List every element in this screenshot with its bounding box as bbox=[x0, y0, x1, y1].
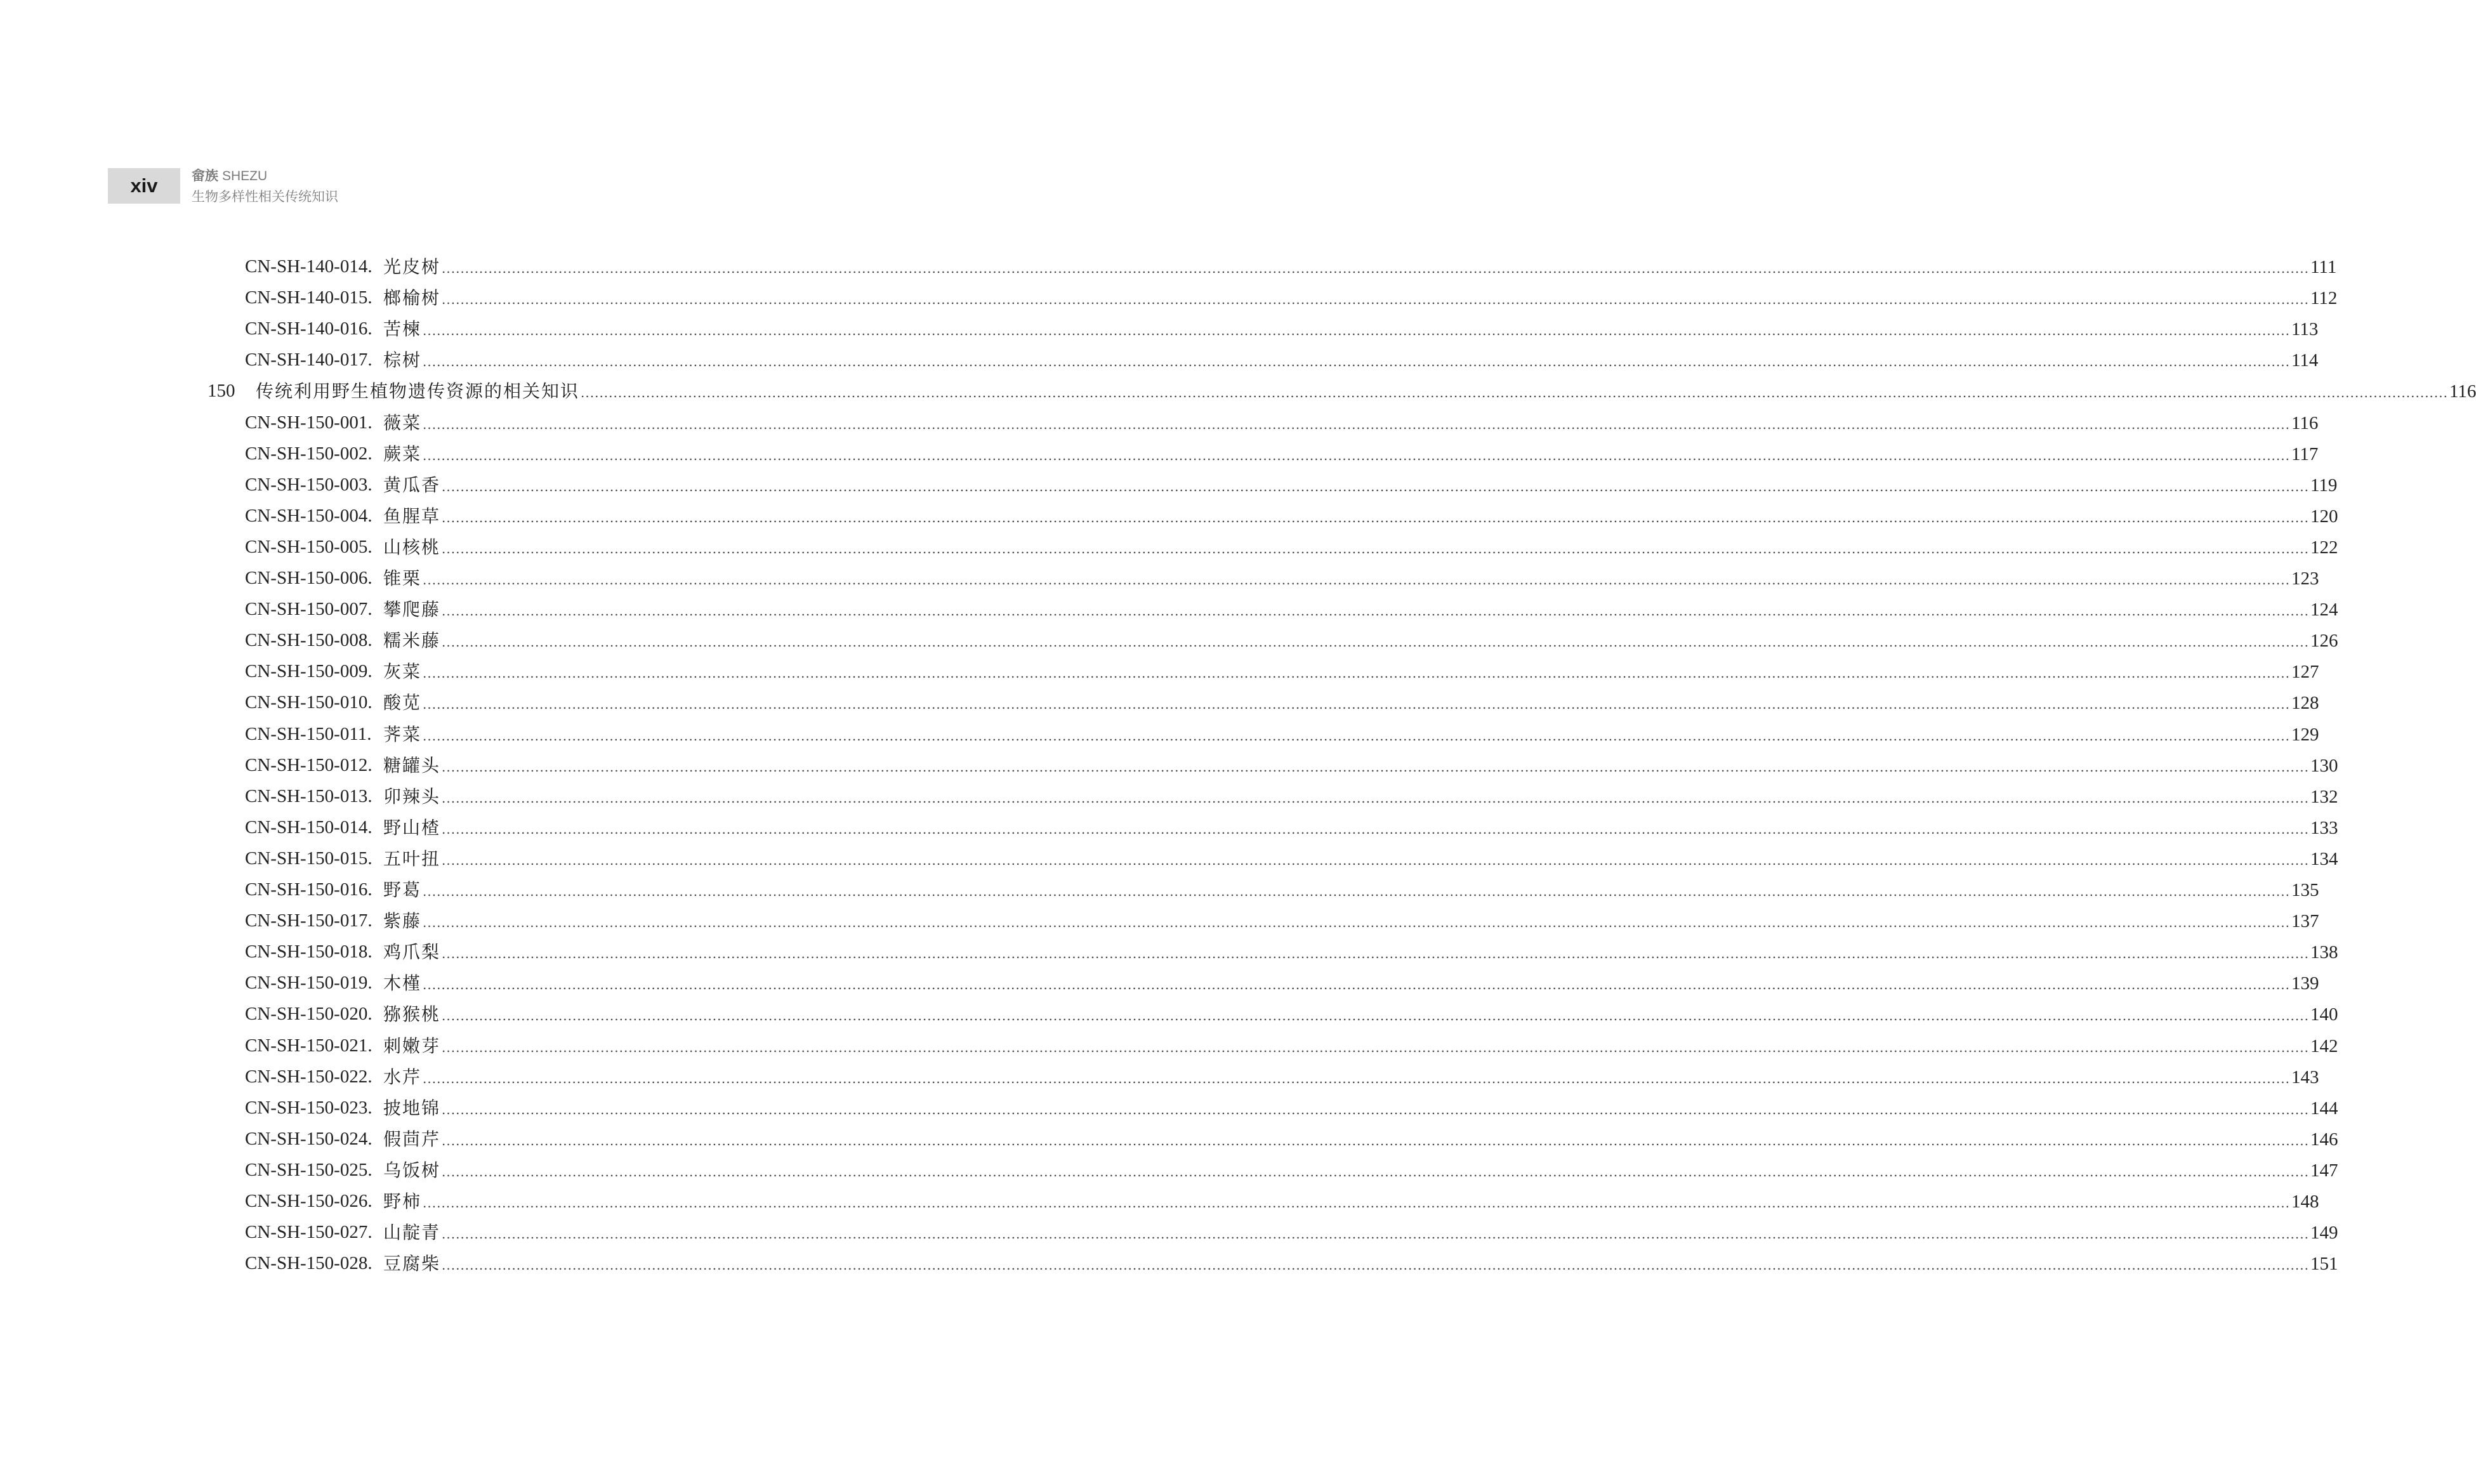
toc-row-content bbox=[383, 1124, 2338, 1157]
toc-entry-code: CN-SH-150-003. bbox=[245, 474, 372, 495]
toc-row-content bbox=[383, 407, 2319, 440]
toc-entry-row[interactable] bbox=[0, 313, 2319, 345]
toc-row-content bbox=[383, 625, 2338, 658]
toc-entry-title: 蕨菜 bbox=[383, 443, 422, 464]
toc-leader-dots: ................................................................................................................................................................................................................................................................................................................................................................................................................ bbox=[423, 572, 2290, 588]
toc-row-content bbox=[383, 874, 2319, 907]
toc-entry-title: 木槿 bbox=[383, 973, 422, 994]
toc-leader-dots: ................................................................................................................................................................................................................................................................................................................................................................................................................ bbox=[423, 1070, 2290, 1086]
toc-entry-row[interactable] bbox=[0, 843, 2338, 874]
toc-page-number: 147 bbox=[2310, 1160, 2338, 1181]
toc-entry-title: 酸苋 bbox=[383, 692, 422, 714]
toc-entry-code: CN-SH-140-014. bbox=[245, 256, 372, 277]
toc-row-content bbox=[383, 999, 2338, 1032]
toc-entry-title: 黄瓜香 bbox=[383, 474, 441, 496]
book-title bbox=[192, 166, 338, 187]
toc-page-number: 112 bbox=[2310, 288, 2338, 309]
toc-entry-row[interactable] bbox=[0, 1217, 2338, 1248]
toc-leader-dots: ................................................................................................................................................................................................................................................................................................................................................................................................................ bbox=[442, 1101, 2309, 1117]
toc-entry-row[interactable] bbox=[0, 750, 2338, 781]
toc-entry-code: CN-SH-140-017. bbox=[245, 350, 372, 371]
toc-entry-title: 荠菜 bbox=[383, 723, 422, 745]
book-title-en: SHEZU bbox=[222, 168, 268, 183]
toc-page-number: 151 bbox=[2310, 1254, 2338, 1275]
toc-entry-title: 五叶扭 bbox=[383, 848, 441, 869]
toc-page-number: 132 bbox=[2310, 786, 2338, 807]
toc-page-number: 123 bbox=[2291, 568, 2319, 589]
toc-entry-row[interactable] bbox=[0, 656, 2319, 687]
toc-entry-title: 假茴芹 bbox=[383, 1128, 441, 1150]
toc-leader-dots: ................................................................................................................................................................................................................................................................................................................................................................................................................ bbox=[442, 1164, 2309, 1179]
toc-entry-title: 猕猴桃 bbox=[383, 1004, 441, 1025]
toc-entry-code: CN-SH-150-028. bbox=[245, 1253, 372, 1274]
toc-page-number: 146 bbox=[2310, 1129, 2338, 1150]
toc-page-number: 130 bbox=[2310, 755, 2338, 776]
toc-leader-dots: ................................................................................................................................................................................................................................................................................................................................................................................................................ bbox=[423, 323, 2290, 339]
toc-page-number: 135 bbox=[2291, 880, 2319, 900]
toc-entry-title: 糯米藤 bbox=[383, 630, 441, 652]
toc-row-content bbox=[383, 1155, 2338, 1188]
toc-row-content bbox=[383, 313, 2319, 346]
toc-entry-title: 水芹 bbox=[383, 1066, 422, 1087]
toc-page-number: 138 bbox=[2310, 942, 2338, 963]
toc-entry-row[interactable] bbox=[0, 594, 2338, 625]
toc-section-title: 传统利用野生植物遗传资源的相关知识 bbox=[256, 381, 580, 402]
toc-entry-row[interactable] bbox=[0, 501, 2338, 532]
toc-leader-dots: ................................................................................................................................................................................................................................................................................................................................................................................................................ bbox=[423, 728, 2290, 744]
toc-entry-title: 披地锦 bbox=[383, 1097, 441, 1119]
toc-entry-row[interactable] bbox=[0, 251, 2337, 282]
toc-page-number: 129 bbox=[2291, 724, 2319, 745]
toc-entry-title: 榔榆树 bbox=[383, 287, 441, 309]
toc-row-content bbox=[383, 1030, 2338, 1063]
toc-page-number: 126 bbox=[2310, 631, 2338, 652]
toc-row-content bbox=[383, 501, 2338, 534]
toc-entry-row[interactable] bbox=[0, 905, 2319, 936]
toc-leader-dots: ................................................................................................................................................................................................................................................................................................................................................................................................................ bbox=[423, 1195, 2290, 1211]
page-number-label: xiv bbox=[130, 174, 158, 197]
toc-entry-row[interactable] bbox=[0, 1186, 2319, 1217]
toc-entry-row[interactable] bbox=[0, 687, 2319, 718]
toc-entry-code: CN-SH-150-009. bbox=[245, 661, 372, 682]
toc-entry-title: 山靛青 bbox=[383, 1222, 441, 1244]
toc-leader-dots: ................................................................................................................................................................................................................................................................................................................................................................................................................ bbox=[442, 790, 2309, 806]
toc-entry-row[interactable] bbox=[0, 282, 2338, 313]
toc-entry-row[interactable] bbox=[0, 407, 2319, 438]
toc-row-content bbox=[383, 282, 2338, 315]
toc-page-number: 143 bbox=[2291, 1067, 2319, 1087]
toc-row-content bbox=[383, 812, 2338, 845]
toc-entry-row[interactable] bbox=[0, 999, 2338, 1030]
toc-entry-row[interactable] bbox=[0, 563, 2319, 594]
toc-entry-code: CN-SH-150-007. bbox=[245, 599, 372, 620]
book-title-zh: 畲族 bbox=[192, 167, 218, 183]
toc-leader-dots: ................................................................................................................................................................................................................................................................................................................................................................................................................ bbox=[442, 541, 2309, 556]
toc-entry-code: CN-SH-150-014. bbox=[245, 817, 372, 837]
toc-row-content bbox=[383, 1061, 2319, 1094]
toc-entry-code: CN-SH-150-015. bbox=[245, 848, 372, 869]
toc-entry-title: 攀爬藤 bbox=[383, 599, 441, 621]
toc-entry-code: CN-SH-150-012. bbox=[245, 754, 372, 775]
toc-leader-dots: ................................................................................................................................................................................................................................................................................................................................................................................................................ bbox=[442, 261, 2309, 276]
toc-leader-dots: ................................................................................................................................................................................................................................................................................................................................................................................................................ bbox=[442, 603, 2309, 619]
toc-row-content bbox=[383, 594, 2338, 627]
toc-page-number: 122 bbox=[2310, 537, 2338, 558]
toc-entry-row[interactable] bbox=[0, 812, 2338, 843]
toc-entry-row[interactable] bbox=[0, 469, 2338, 501]
page-number-tab bbox=[108, 168, 180, 204]
toc-entry-title: 山核桃 bbox=[383, 536, 441, 558]
toc-entry-code: CN-SH-150-016. bbox=[245, 879, 372, 900]
toc-leader-dots: ................................................................................................................................................................................................................................................................................................................................................................................................................ bbox=[442, 1039, 2309, 1055]
toc-entry-title: 锥栗 bbox=[383, 568, 422, 589]
toc-entry-row[interactable] bbox=[0, 1093, 2338, 1124]
toc-entry-code: CN-SH-150-022. bbox=[245, 1066, 372, 1087]
toc-page-number: 120 bbox=[2310, 506, 2338, 527]
toc-entry-title: 灰菜 bbox=[383, 661, 422, 683]
toc-leader-dots: ................................................................................................................................................................................................................................................................................................................................................................................................................ bbox=[442, 509, 2309, 525]
toc-page-number: 137 bbox=[2291, 911, 2319, 932]
toc-page-number: 128 bbox=[2291, 693, 2319, 714]
toc-entry-row[interactable] bbox=[0, 625, 2338, 656]
toc-entry-row[interactable] bbox=[0, 532, 2338, 563]
toc-leader-dots: ................................................................................................................................................................................................................................................................................................................................................................................................................ bbox=[442, 1257, 2309, 1273]
toc-leader-dots: ................................................................................................................................................................................................................................................................................................................................................................................................................ bbox=[442, 292, 2309, 308]
toc-row-content bbox=[383, 719, 2319, 752]
toc-page-number: 111 bbox=[2310, 257, 2337, 277]
toc-page-number: 119 bbox=[2310, 475, 2338, 496]
toc-entry-title: 紫藤 bbox=[383, 910, 422, 932]
toc-entry-title: 野柿 bbox=[383, 1191, 422, 1212]
toc-row-content bbox=[383, 687, 2319, 720]
toc-leader-dots: ................................................................................................................................................................................................................................................................................................................................................................................................................ bbox=[423, 697, 2290, 712]
toc-row-content bbox=[383, 936, 2338, 969]
toc-entry-row[interactable] bbox=[0, 345, 2319, 376]
toc-entry-row[interactable] bbox=[0, 1248, 2338, 1279]
toc-entry-code: CN-SH-150-024. bbox=[245, 1128, 372, 1149]
toc-page-number: 144 bbox=[2310, 1098, 2338, 1119]
toc-page-number: 116 bbox=[2449, 381, 2476, 402]
toc-page-number: 113 bbox=[2291, 319, 2319, 340]
toc-row-content bbox=[383, 1186, 2319, 1219]
header-text bbox=[192, 166, 338, 207]
toc-entry-code: CN-SH-150-023. bbox=[245, 1097, 372, 1118]
toc-row-content bbox=[383, 563, 2319, 596]
toc-page-number: 140 bbox=[2310, 1004, 2338, 1025]
toc-leader-dots: ................................................................................................................................................................................................................................................................................................................................................................................................................ bbox=[442, 852, 2309, 868]
toc-leader-dots: ................................................................................................................................................................................................................................................................................................................................................................................................................ bbox=[423, 666, 2290, 681]
toc-entry-code: CN-SH-150-002. bbox=[245, 443, 372, 464]
toc-entry-code: CN-SH-140-016. bbox=[245, 318, 372, 339]
toc-page-number: 139 bbox=[2291, 973, 2319, 994]
toc-entry-title: 豆腐柴 bbox=[383, 1253, 441, 1275]
toc-entry-code: CN-SH-150-013. bbox=[245, 785, 372, 806]
toc-entry-code: CN-SH-150-021. bbox=[245, 1035, 372, 1056]
toc-entry-code: CN-SH-150-017. bbox=[245, 910, 372, 931]
toc-page-number: 142 bbox=[2310, 1035, 2338, 1056]
toc-leader-dots: ................................................................................................................................................................................................................................................................................................................................................................................................................ bbox=[442, 821, 2309, 837]
toc-row-content bbox=[383, 968, 2319, 1001]
toc-row-content bbox=[383, 532, 2338, 565]
toc-row-content bbox=[383, 656, 2319, 689]
toc-entry-title: 野葛 bbox=[383, 879, 422, 900]
toc-leader-dots: ................................................................................................................................................................................................................................................................................................................................................................................................................ bbox=[581, 385, 2448, 401]
toc-row-content bbox=[383, 438, 2319, 471]
toc-leader-dots: ................................................................................................................................................................................................................................................................................................................................................................................................................ bbox=[423, 977, 2290, 993]
toc-entry-row[interactable] bbox=[0, 874, 2319, 905]
toc-entry-code: CN-SH-150-026. bbox=[245, 1191, 372, 1211]
toc-page-number: 114 bbox=[2291, 350, 2319, 371]
toc-row-content bbox=[383, 345, 2319, 378]
toc-leader-dots: ................................................................................................................................................................................................................................................................................................................................................................................................................ bbox=[423, 884, 2290, 899]
toc-entry-code: CN-SH-150-008. bbox=[245, 630, 372, 651]
toc-leader-dots: ................................................................................................................................................................................................................................................................................................................................................................................................................ bbox=[442, 1133, 2309, 1148]
toc-entry-row[interactable] bbox=[0, 968, 2319, 999]
toc-leader-dots: ................................................................................................................................................................................................................................................................................................................................................................................................................ bbox=[423, 416, 2290, 432]
toc-entry-code: CN-SH-150-004. bbox=[245, 505, 372, 526]
toc-entry-row[interactable] bbox=[0, 936, 2338, 968]
toc-page-number: 124 bbox=[2310, 600, 2338, 621]
toc-entry-title: 棕树 bbox=[383, 350, 422, 371]
toc-entry-title: 卯辣头 bbox=[383, 785, 441, 807]
toc-entry-code: CN-SH-150-027. bbox=[245, 1222, 372, 1243]
toc-entry-code: CN-SH-150-018. bbox=[245, 942, 372, 962]
toc-entry-code: CN-SH-140-015. bbox=[245, 287, 372, 308]
toc-entry-code: CN-SH-150-006. bbox=[245, 568, 372, 588]
toc-section-row[interactable] bbox=[0, 376, 2476, 407]
toc-entry-title: 糖罐头 bbox=[383, 754, 441, 776]
toc-page-number: 134 bbox=[2310, 848, 2338, 869]
running-header bbox=[108, 167, 338, 205]
toc-row-content bbox=[383, 905, 2319, 938]
toc-entry-title: 鱼腥草 bbox=[383, 505, 441, 527]
toc-leader-dots: ................................................................................................................................................................................................................................................................................................................................................................................................................ bbox=[423, 915, 2290, 931]
toc-entry-code: CN-SH-150-019. bbox=[245, 973, 372, 994]
toc-row-content bbox=[383, 1093, 2338, 1126]
toc-entry-row[interactable] bbox=[0, 781, 2338, 812]
toc-leader-dots: ................................................................................................................................................................................................................................................................................................................................................................................................................ bbox=[442, 478, 2309, 494]
toc-entry-row[interactable] bbox=[0, 438, 2319, 469]
toc-page-number: 116 bbox=[2291, 412, 2319, 433]
toc-entry-code: CN-SH-150-005. bbox=[245, 536, 372, 557]
toc-leader-dots: ................................................................................................................................................................................................................................................................................................................................................................................................................ bbox=[442, 1226, 2309, 1242]
toc-row-content bbox=[383, 1248, 2338, 1281]
toc-entry-code: CN-SH-150-010. bbox=[245, 692, 372, 713]
toc-entry-title: 刺嫩芽 bbox=[383, 1035, 441, 1056]
toc-page-number: 117 bbox=[2291, 443, 2319, 464]
toc-entry-code: CN-SH-150-025. bbox=[245, 1159, 372, 1180]
toc-leader-dots: ................................................................................................................................................................................................................................................................................................................................................................................................................ bbox=[423, 447, 2290, 463]
toc-leader-dots: ................................................................................................................................................................................................................................................................................................................................................................................................................ bbox=[442, 946, 2309, 962]
toc-entry-row[interactable] bbox=[0, 1124, 2338, 1155]
toc-entry-title: 乌饭树 bbox=[383, 1159, 441, 1181]
toc-entry-code: CN-SH-150-011. bbox=[245, 723, 372, 744]
toc-row-content bbox=[383, 843, 2338, 876]
toc-row-content bbox=[383, 251, 2337, 284]
toc-entry-row[interactable] bbox=[0, 1155, 2338, 1186]
toc-row-content bbox=[383, 781, 2338, 814]
toc-leader-dots: ................................................................................................................................................................................................................................................................................................................................................................................................................ bbox=[442, 1008, 2309, 1024]
toc-entry-row[interactable] bbox=[0, 1061, 2319, 1093]
toc-entry-title: 薇菜 bbox=[383, 412, 422, 433]
toc-entry-row[interactable] bbox=[0, 719, 2319, 750]
toc-row-content bbox=[383, 750, 2338, 783]
toc-section-number: 150 bbox=[207, 381, 235, 402]
toc-entry-title: 鸡爪梨 bbox=[383, 942, 441, 963]
toc-entry-title: 野山楂 bbox=[383, 817, 441, 838]
toc-entry-row[interactable] bbox=[0, 1030, 2338, 1061]
toc-page-number: 149 bbox=[2310, 1223, 2338, 1244]
toc-row-content bbox=[383, 469, 2338, 502]
toc-entry-code: CN-SH-150-020. bbox=[245, 1004, 372, 1025]
toc-page-number: 133 bbox=[2310, 817, 2338, 838]
toc-leader-dots: ................................................................................................................................................................................................................................................................................................................................................................................................................ bbox=[442, 759, 2309, 775]
toc-row-content bbox=[383, 1217, 2338, 1250]
toc-entry-code: CN-SH-150-001. bbox=[245, 412, 372, 433]
toc-row-content bbox=[256, 376, 2476, 409]
toc-page-number: 127 bbox=[2291, 662, 2319, 683]
toc-leader-dots: ................................................................................................................................................................................................................................................................................................................................................................................................................ bbox=[423, 354, 2290, 370]
toc-entry-title: 苦楝 bbox=[383, 318, 422, 340]
book-subtitle: 生物多样性相关传统知识 bbox=[192, 188, 338, 204]
toc-entry-title: 光皮树 bbox=[383, 256, 441, 277]
toc-page-number: 148 bbox=[2291, 1192, 2319, 1212]
toc-leader-dots: ................................................................................................................................................................................................................................................................................................................................................................................................................ bbox=[442, 634, 2309, 650]
